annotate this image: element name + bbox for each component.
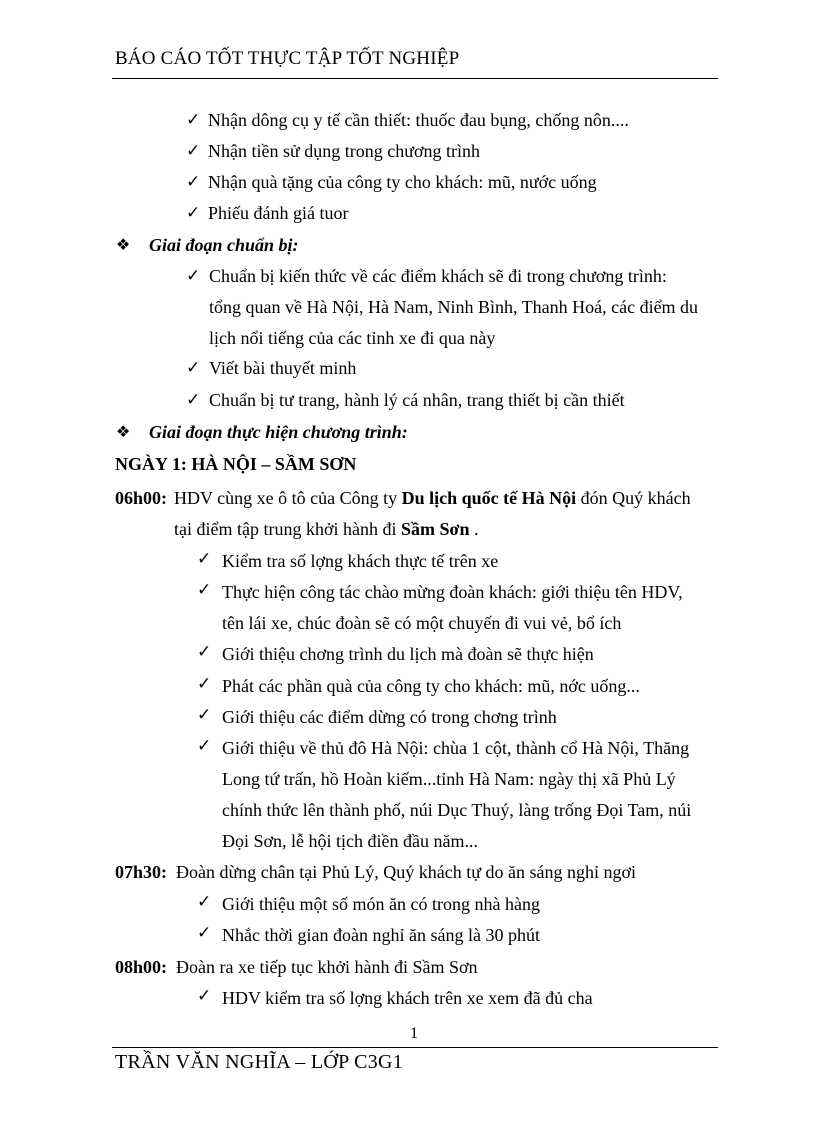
check-icon: ✓ bbox=[197, 986, 212, 1006]
schedule-text: Đoàn ra xe tiếp tục khởi hành đi Sầm Sơn bbox=[176, 957, 478, 977]
check-icon: ✓ bbox=[197, 892, 212, 912]
list-item: HDV kiểm tra số lợng khách trên xe xem đã đủ cha bbox=[222, 988, 593, 1008]
check-icon: ✓ bbox=[186, 358, 201, 378]
check-icon: ✓ bbox=[197, 674, 212, 694]
list-item: Phát các phần quà của công ty cho khách: mũ, nớc uống... bbox=[222, 676, 640, 696]
footer-author: TRẦN VĂN NGHĨA – LỚP C3G1 bbox=[115, 1051, 404, 1073]
list-item-continuation: lịch nổi tiếng của các tỉnh xe đi qua này bbox=[209, 328, 496, 348]
footer-divider bbox=[112, 1047, 718, 1048]
page-number: 1 bbox=[410, 1025, 418, 1042]
check-icon: ✓ bbox=[186, 141, 201, 161]
list-item: Nhận dông cụ y tế cần thiết: thuốc đau bụng, chống nôn.... bbox=[208, 110, 629, 130]
list-item: Nhận tiền sử dụng trong chương trình bbox=[208, 141, 480, 161]
check-icon: ✓ bbox=[197, 549, 212, 569]
list-item: Giới thiệu các điểm dừng có trong chơng trình bbox=[222, 707, 557, 727]
destination-name: Sầm Sơn bbox=[400, 519, 470, 539]
check-icon: ✓ bbox=[197, 705, 212, 725]
check-icon: ✓ bbox=[186, 110, 201, 130]
list-item: Thực hiện công tác chào mừng đoàn khách: giới thiệu tên HDV, bbox=[222, 582, 683, 602]
check-icon: ✓ bbox=[186, 266, 201, 286]
list-item: Nhận quà tặng của công ty cho khách: mũ, nước uống bbox=[208, 172, 597, 192]
schedule-text: tại điểm tập trung khởi hành đi Sầm Sơn . bbox=[174, 519, 479, 539]
list-item: Kiểm tra số lợng khách thực tế trên xe bbox=[222, 551, 499, 571]
check-icon: ✓ bbox=[186, 203, 201, 223]
check-icon: ✓ bbox=[197, 642, 212, 662]
time-label: 07h30: bbox=[115, 862, 168, 882]
list-item: Giới thiệu về thủ đô Hà Nội: chùa 1 cột, thành cổ Hà Nội, Thăng bbox=[222, 738, 690, 758]
list-item-continuation: Đọi Sơn, lễ hội tịch điền đầu năm... bbox=[222, 831, 478, 851]
company-name: Du lịch quốc tế Hà Nội bbox=[401, 488, 577, 508]
list-item: Viết bài thuyết minh bbox=[209, 358, 357, 378]
day-heading: NGÀY 1: HÀ NỘI – SẦM SƠN bbox=[115, 454, 357, 474]
page-header-title: BÁO CÁO TỐT THỰC TẬP TỐT NGHIỆP bbox=[115, 48, 460, 69]
time-label: 08h00: bbox=[115, 957, 168, 977]
list-item: Chuẩn bị tư trang, hành lý cá nhân, trang thiết bị cần thiết bbox=[209, 390, 625, 410]
list-item: Chuẩn bị kiến thức về các điểm khách sẽ đi trong chương trình: bbox=[209, 266, 667, 286]
check-icon: ✓ bbox=[197, 580, 212, 600]
check-icon: ✓ bbox=[197, 736, 212, 756]
header-divider bbox=[112, 78, 718, 79]
section-heading: Giai đoạn chuẩn bị: bbox=[149, 235, 299, 255]
list-item: Phiếu đánh giá tuor bbox=[208, 203, 349, 223]
list-item-continuation: tên lái xe, chúc đoàn sẽ có một chuyến đi vui vẻ, bổ ích bbox=[222, 613, 622, 633]
schedule-text: HDV cùng xe ô tô của Công ty Du lịch quốc tế Hà Nội đón Quý khách bbox=[174, 488, 691, 508]
list-item-continuation: tổng quan về Hà Nội, Hà Nam, Ninh Bình, Thanh Hoá, các điểm du bbox=[209, 297, 699, 317]
diamond-bullet-icon: ❖ bbox=[116, 235, 131, 254]
check-icon: ✓ bbox=[186, 172, 201, 192]
list-item: Giới thiệu chơng trình du lịch mà đoàn sẽ thực hiện bbox=[222, 644, 594, 664]
list-item: Nhắc thời gian đoàn nghỉ ăn sáng là 30 phút bbox=[222, 925, 540, 945]
section-heading: Giai đoạn thực hiện chương trình: bbox=[149, 422, 408, 442]
diamond-bullet-icon: ❖ bbox=[116, 422, 131, 441]
check-icon: ✓ bbox=[186, 390, 201, 410]
list-item: Giới thiệu một số món ăn có trong nhà hàng bbox=[222, 894, 540, 914]
list-item-continuation: Long tứ trấn, hồ Hoàn kiếm...tỉnh Hà Nam: ngày thị xã Phủ Lý bbox=[222, 769, 676, 789]
time-label: 06h00: bbox=[115, 488, 168, 508]
schedule-text: Đoàn dừng chân tại Phủ Lý, Quý khách tự do ăn sáng nghỉ ngơi bbox=[176, 862, 636, 882]
check-icon: ✓ bbox=[197, 923, 212, 943]
list-item-continuation: chính thức lên thành phố, núi Dục Thuý, làng trống Đọi Tam, núi bbox=[222, 800, 692, 820]
